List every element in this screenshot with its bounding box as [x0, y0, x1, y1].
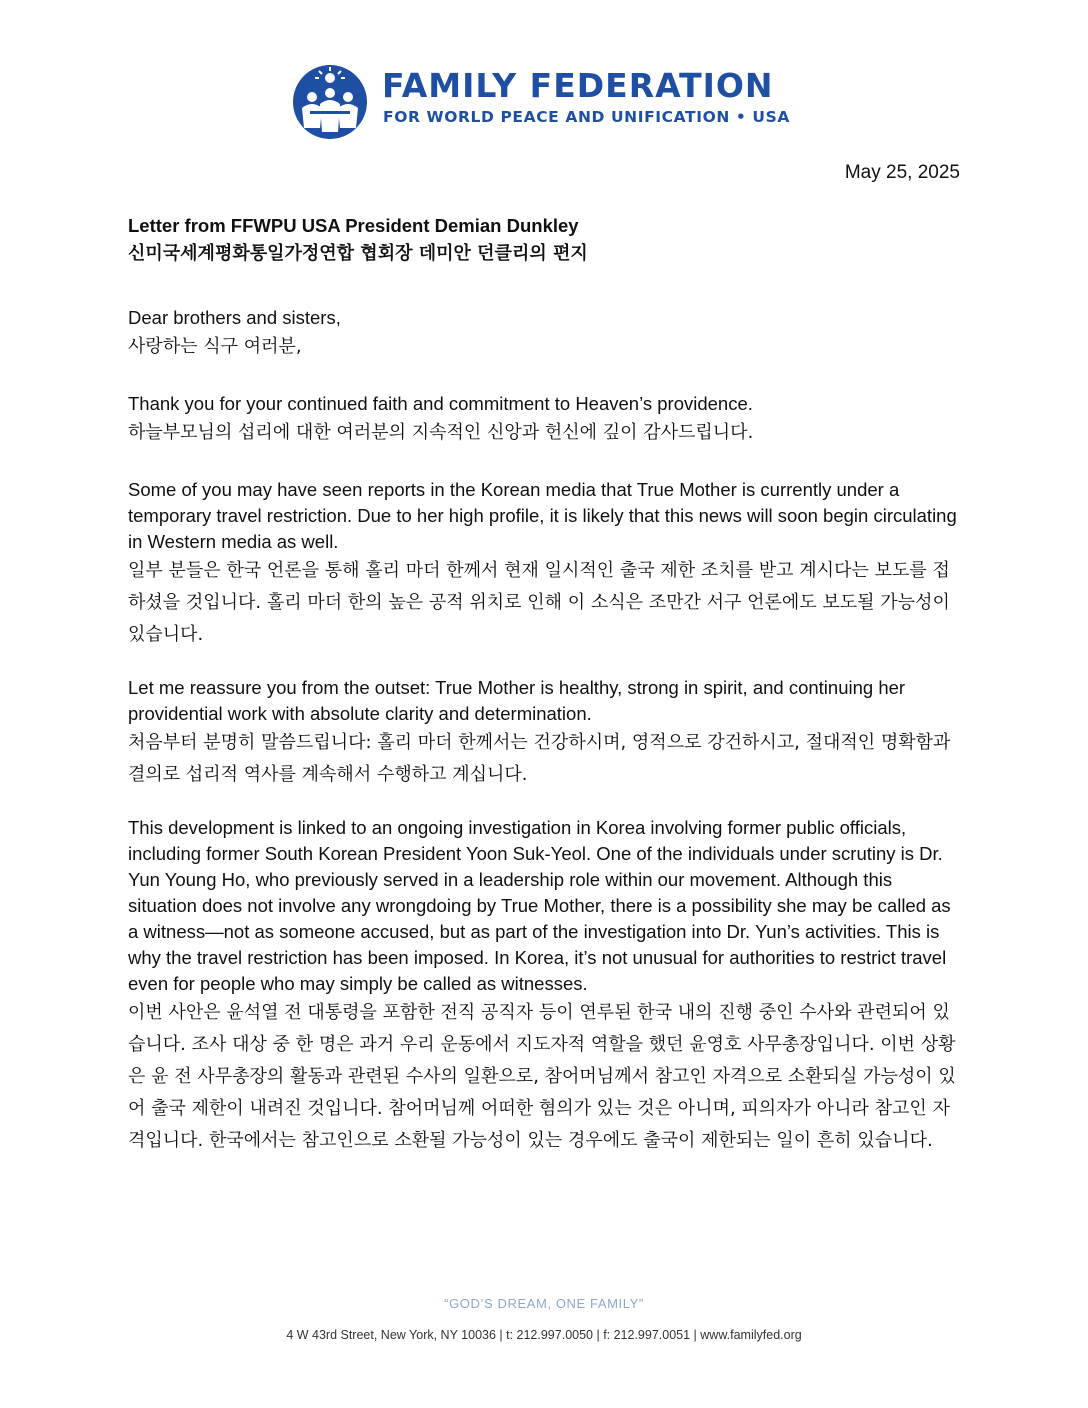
paragraph-1-english: Thank you for your continued faith and commitment to Heaven’s providence. [128, 393, 753, 414]
paragraph-3-english: Let me reassure you from the outset: True Mother is healthy, strong in spirit, and continuing her providential work with absolute clarity and determination. [128, 677, 906, 724]
letter-title-english: Letter from FFWPU USA President Demian Dunkley [128, 215, 579, 236]
letter-body [128, 212, 960, 1157]
paragraph-4-korean: 이번 사안은 윤석열 전 대통령을 포함한 전직 공직자 등이 연루된 한국 내의 진행 중인 수사와 관련되어 있습니다. 조사 대상 중 한 명은 과거 우리 운동에서 지도자적 역할을 했던 윤영호 사무총장입니다. 이번 상황은 윤 전 사무총장의 활동과 관련된 수사의 일환으로, 참어머님께서 참고인 자격으로 소환되실 가능성이 있어 출국 제한이 내려진 것입니다. 참어머님께 어떠한 혐의가 있는 것은 아니며, 피의자가 아니라 참고인 자격입니다. 한국에서는 참고인으로 소환될 가능성이 있는 경우에도 출국이 제한되는 일이 흔히 있습니다. [128, 1002, 956, 1151]
letter-title-korean: 신미국세계평화통일가정연합 협회장 데미안 던클리의 편지 [128, 243, 588, 264]
letter-date: May 25, 2025 [844, 162, 960, 183]
salutation-korean: 사랑하는 식구 여러분, [128, 336, 302, 357]
organization-name: FAMILY FEDERATION [382, 66, 774, 105]
paragraph-2-korean: 일부 분들은 한국 언론을 통해 홀리 마더 한께서 현재 일시적인 출국 제한 조치를 받고 계시다는 보도를 접하셨을 것입니다. 홀리 마더 한의 높은 공적 위치로 인해 이 소식은 조만간 서구 언론에도 보도될 가능성이 있습니다. [128, 560, 950, 645]
paragraph-3-korean: 처음부터 분명히 말씀드립니다: 홀리 마더 한께서는 건강하시며, 영적으로 강건하시고, 절대적인 명확함과 결의로 섭리적 역사를 계속해서 수행하고 계십니다. [128, 732, 951, 785]
salutation-english: Dear brothers and sisters, [128, 307, 341, 328]
letterhead [292, 64, 812, 144]
organization-subtitle: FOR WORLD PEACE AND UNIFICATION • USA [383, 108, 790, 126]
paragraph-2-english: Some of you may have seen reports in the Korean media that True Mother is currently under a temporary travel restriction. Due to her high profile, it is likely that this news will soon begin circulating in Western media as well. [128, 479, 957, 552]
footer-address: 4 W 43rd Street, New York, NY 10036 | t: 212.997.0050 | f: 212.997.0051 | www.familyfed.org [286, 1328, 802, 1342]
footer-motto: “GOD’S DREAM, ONE FAMILY” [444, 1296, 644, 1311]
paragraph-1-korean: 하늘부모님의 섭리에 대한 여러분의 지속적인 신앙과 헌신에 깊이 감사드립니다. [128, 422, 754, 443]
paragraph-4-english: This development is linked to an ongoing investigation in Korea involving former public officials, including former South Korean President Yoon Suk-Yeol. One of the individuals under scrutiny is Dr. Yun Young Ho, who previously served in a leadership role within our movement. Although this situation does not involve any wrongdoing by True Mother, there is a possibility she may be called as a witness—not as someone accused, but as part of the investigation into Dr. Yun’s activities. This is why the travel restriction has been imposed. In Korea, it’s not unusual for authorities to restrict travel even for people who may simply be called as witnesses. [128, 817, 951, 994]
family-federation-emblem-icon [292, 64, 368, 140]
